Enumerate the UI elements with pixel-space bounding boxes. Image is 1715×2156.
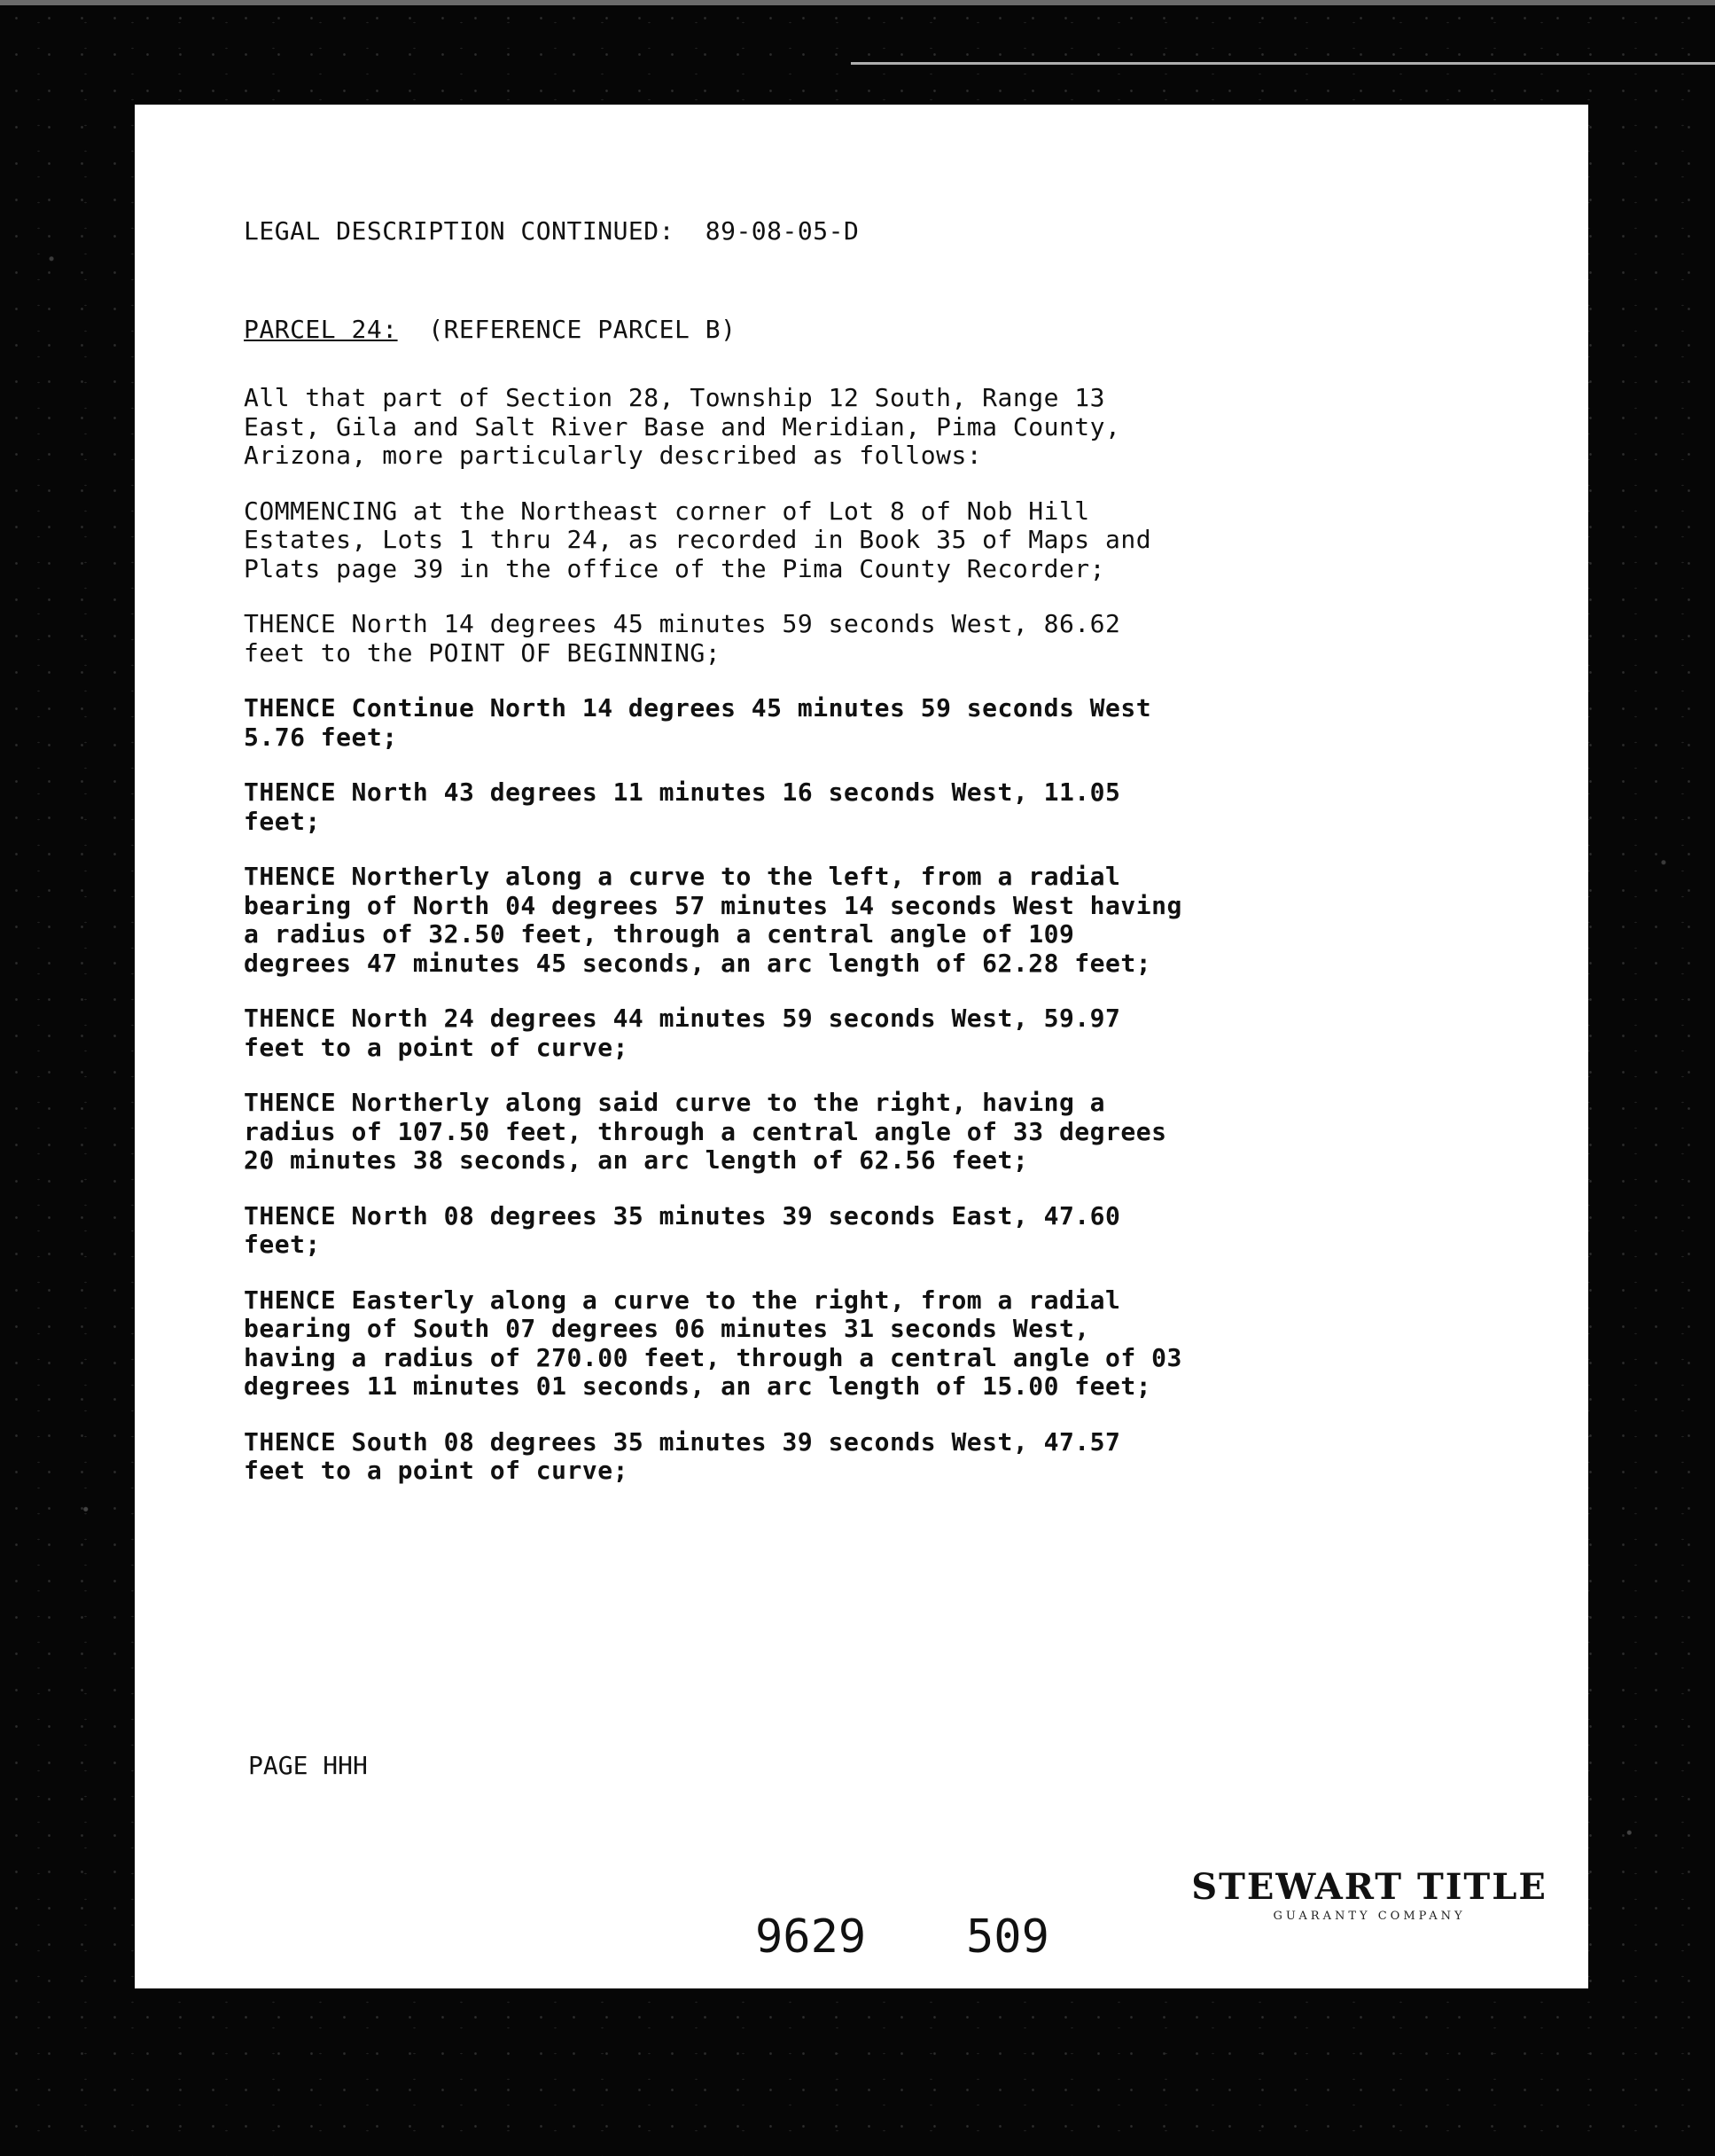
paragraph: THENCE Continue North 14 degrees 45 minutes 59 seconds West 5.76 feet; <box>244 693 1152 752</box>
parcel-heading <box>244 316 1449 345</box>
page-label: PAGE HHH <box>248 1751 368 1780</box>
paragraph: THENCE Northerly along said curve to the right, having a radius of 107.50 feet, through a central angle of 33 degrees 20 minutes 38 seconds, an arc length of 62.56 feet; <box>244 1088 1167 1175</box>
stamp-number: 9629 <box>755 1910 867 1964</box>
parcel-label: PARCEL 24: <box>244 314 398 344</box>
paragraph: THENCE South 08 degrees 35 minutes 39 seconds West, 47.57 feet to a point of curve; <box>244 1426 1121 1485</box>
parcel-reference: (REFERENCE PARCEL B) <box>428 314 737 344</box>
paragraph: THENCE North 08 degrees 35 minutes 39 seconds East, 47.60 feet; <box>244 1200 1121 1259</box>
scan-edge-line-secondary <box>851 62 1715 65</box>
paragraph: THENCE North 14 degrees 45 minutes 59 seconds West, 86.62 feet to the POINT OF BEGINNING; <box>244 609 1121 668</box>
logo-sub-text: GUARANTY COMPANY <box>1273 1910 1466 1923</box>
stamp-number: 509 <box>966 1910 1049 1964</box>
scan-edge-line <box>0 0 1715 5</box>
document-heading: LEGAL DESCRIPTION CONTINUED: 89-08-05-D <box>244 216 860 246</box>
paragraph: All that part of Section 28, Township 12 South, Range 13 East, Gila and Salt River Base and Meridian, Pima County, Arizona, more particularly described as follows: <box>244 383 1121 470</box>
paragraph: THENCE North 24 degrees 44 minutes 59 seconds West, 59.97 feet to a point of curve; <box>244 1004 1121 1062</box>
company-logo <box>1183 1866 1555 1923</box>
paragraph: THENCE North 43 degrees 11 minutes 16 seconds West, 11.05 feet; <box>244 777 1121 836</box>
paragraph: THENCE Northerly along a curve to the left, from a radial bearing of North 04 degrees 57 minutes 14 seconds West having a radius of 32.50 feet, through a central angle of 109 degrees 47 minutes 45 seconds, an arc length of 62.28 feet; <box>244 862 1182 978</box>
document-body <box>244 217 1449 1512</box>
paragraph: THENCE Easterly along a curve to the right, from a radial bearing of South 07 degrees 06 minutes 31 seconds West, having a radius of 270.00 feet, through a central angle of 03 degrees 11 minutes 01 seconds, an arc length of 15.00 feet; <box>244 1285 1182 1401</box>
paragraph: COMMENCING at the Northeast corner of Lot 8 of Nob Hill Estates, Lots 1 thru 24, as recorded in Book 35 of Maps and Plats page 39 in the office of the Pima County Recorder; <box>244 496 1152 583</box>
logo-main-text: STEWART TITLE <box>1191 1866 1547 1908</box>
